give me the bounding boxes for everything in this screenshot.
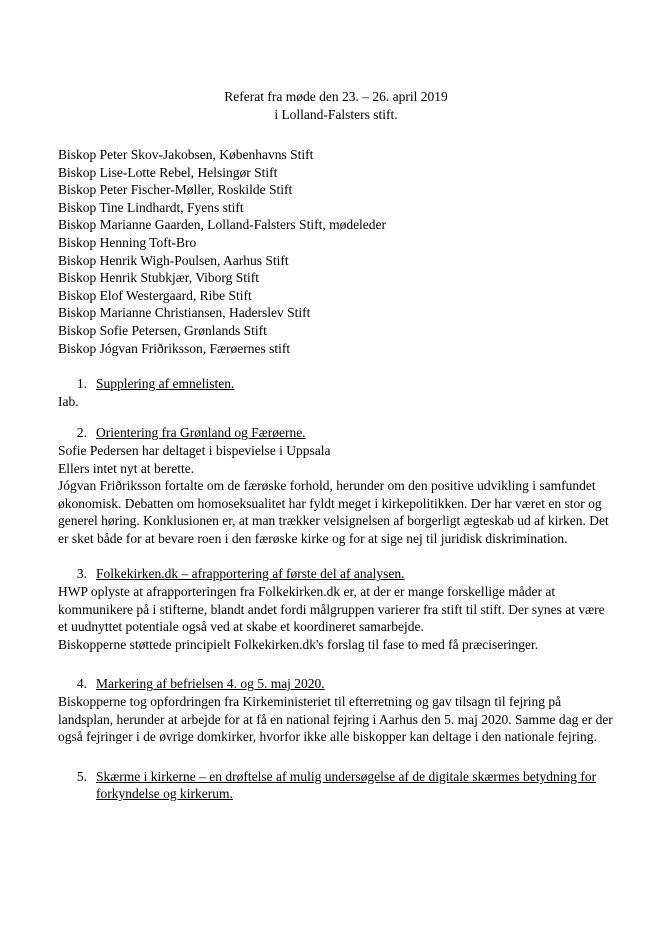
list-item: Biskop Henning Toft-Bro (58, 234, 197, 250)
list-item: Biskop Sofie Petersen, Grønlands Stift (58, 322, 267, 338)
list-item: Biskop Tine Lindhardt, Fyens stift (58, 199, 244, 215)
list-item: Biskop Marianne Gaarden, Lolland-Falsters Stift, mødeleder (58, 217, 387, 233)
list-item: Biskop Marianne Christiansen, Haderslev Stift (58, 305, 311, 321)
paragraph: Ellers intet nyt at berette. (58, 460, 195, 476)
paragraph: Biskopperne tog opfordringen fra Kirkeministeriet til efterretning og gav tilsagn til fejring på landsplan, herunder at arbejde for at få en national fejring i Aarhus den 5. maj 2020. Samme dag er der også fejringer i de øvrige domkirker, hvorfor ikke alle biskopper kan deltage i den nationale fejring. (58, 694, 613, 745)
list-item: Biskop Peter Skov-Jakobsen, Københavns Stift (58, 147, 314, 162)
agenda-heading (58, 565, 614, 583)
agenda-title: Markering af befrielsen 4. og 5. maj 2020. (96, 676, 325, 692)
paragraph: Sofie Pedersen har deltaget i bispevielse i Uppsala (58, 442, 331, 458)
paragraph: Jógvan Friðriksson fortalte om de færøske forhold, herunder om den positive udvikling i samfundet økonomisk. Debatten om homoseksualitet har fyldt meget i kirkepolitikken. Der har været en stor og generel høring. Konklusionen er, at man trækker velsignelsen af borgerligt ægteskab ud af kirken. Det er sket både for at bevare roen i den færøske kirke og for at sige nej til juridisk diskrimination. (58, 478, 609, 546)
attendee-list (58, 146, 614, 357)
agenda-heading (58, 424, 614, 442)
agenda-item-2 (58, 424, 614, 547)
agenda-heading (58, 675, 614, 693)
paragraph: Iab. (58, 393, 79, 409)
agenda-item-3 (58, 565, 614, 653)
paragraph: Biskopperne støttede principielt Folkekirken.dk's forslag til fase to med få præciseringer. (58, 636, 539, 652)
title-line-1: Referat fra møde den 23. – 26. april 2019 (224, 89, 448, 104)
agenda-item-5 (58, 768, 614, 803)
agenda-number: 5. (76, 768, 87, 784)
agenda-title: Folkekirken.dk – afrapportering af første del af analysen. (96, 566, 405, 582)
paragraph: HWP oplyste at afrapporteringen fra Folkekirken.dk er, at der er mange forskellige måder at kommunikere på i stifterne, blandt andet fordi målgruppen varierer fra stift til stift. Der synes at være et uudnyttet potentiale også ved at skabe et koordineret samarbejde. (58, 584, 605, 635)
agenda-number: 3. (76, 566, 87, 582)
list-item: Biskop Henrik Stubkjær, Viborg Stift (58, 270, 260, 286)
agenda-title: Orientering fra Grønland og Færøerne. (96, 425, 306, 441)
agenda-heading (58, 375, 614, 393)
list-item: Biskop Elof Westergaard, Ribe Stift (58, 287, 252, 303)
agenda-title: Skærme i kirkerne – en drøftelse af mulig undersøgelse af de digitale skærmes betydning for forkyndelse og kirkerum. (96, 768, 597, 802)
title-line-2: i Lolland-Falsters stift. (274, 107, 398, 122)
agenda-heading (58, 768, 614, 803)
agenda-item-1 (58, 375, 614, 410)
agenda-number: 2. (76, 425, 87, 441)
agenda-title: Supplering af emnelisten. (96, 376, 235, 392)
list-item: Biskop Peter Fischer-Møller, Roskilde Stift (58, 182, 293, 198)
list-item: Biskop Lise-Lotte Rebel, Helsingør Stift (58, 164, 278, 180)
list-item: Biskop Henrik Wigh-Poulsen, Aarhus Stift (58, 252, 289, 268)
agenda-number: 1. (76, 376, 87, 392)
agenda-number: 4. (76, 676, 87, 692)
list-item: Biskop Jógvan Friðriksson, Færøernes stift (58, 340, 291, 356)
document-title (58, 88, 614, 124)
agenda-item-4 (58, 675, 614, 745)
